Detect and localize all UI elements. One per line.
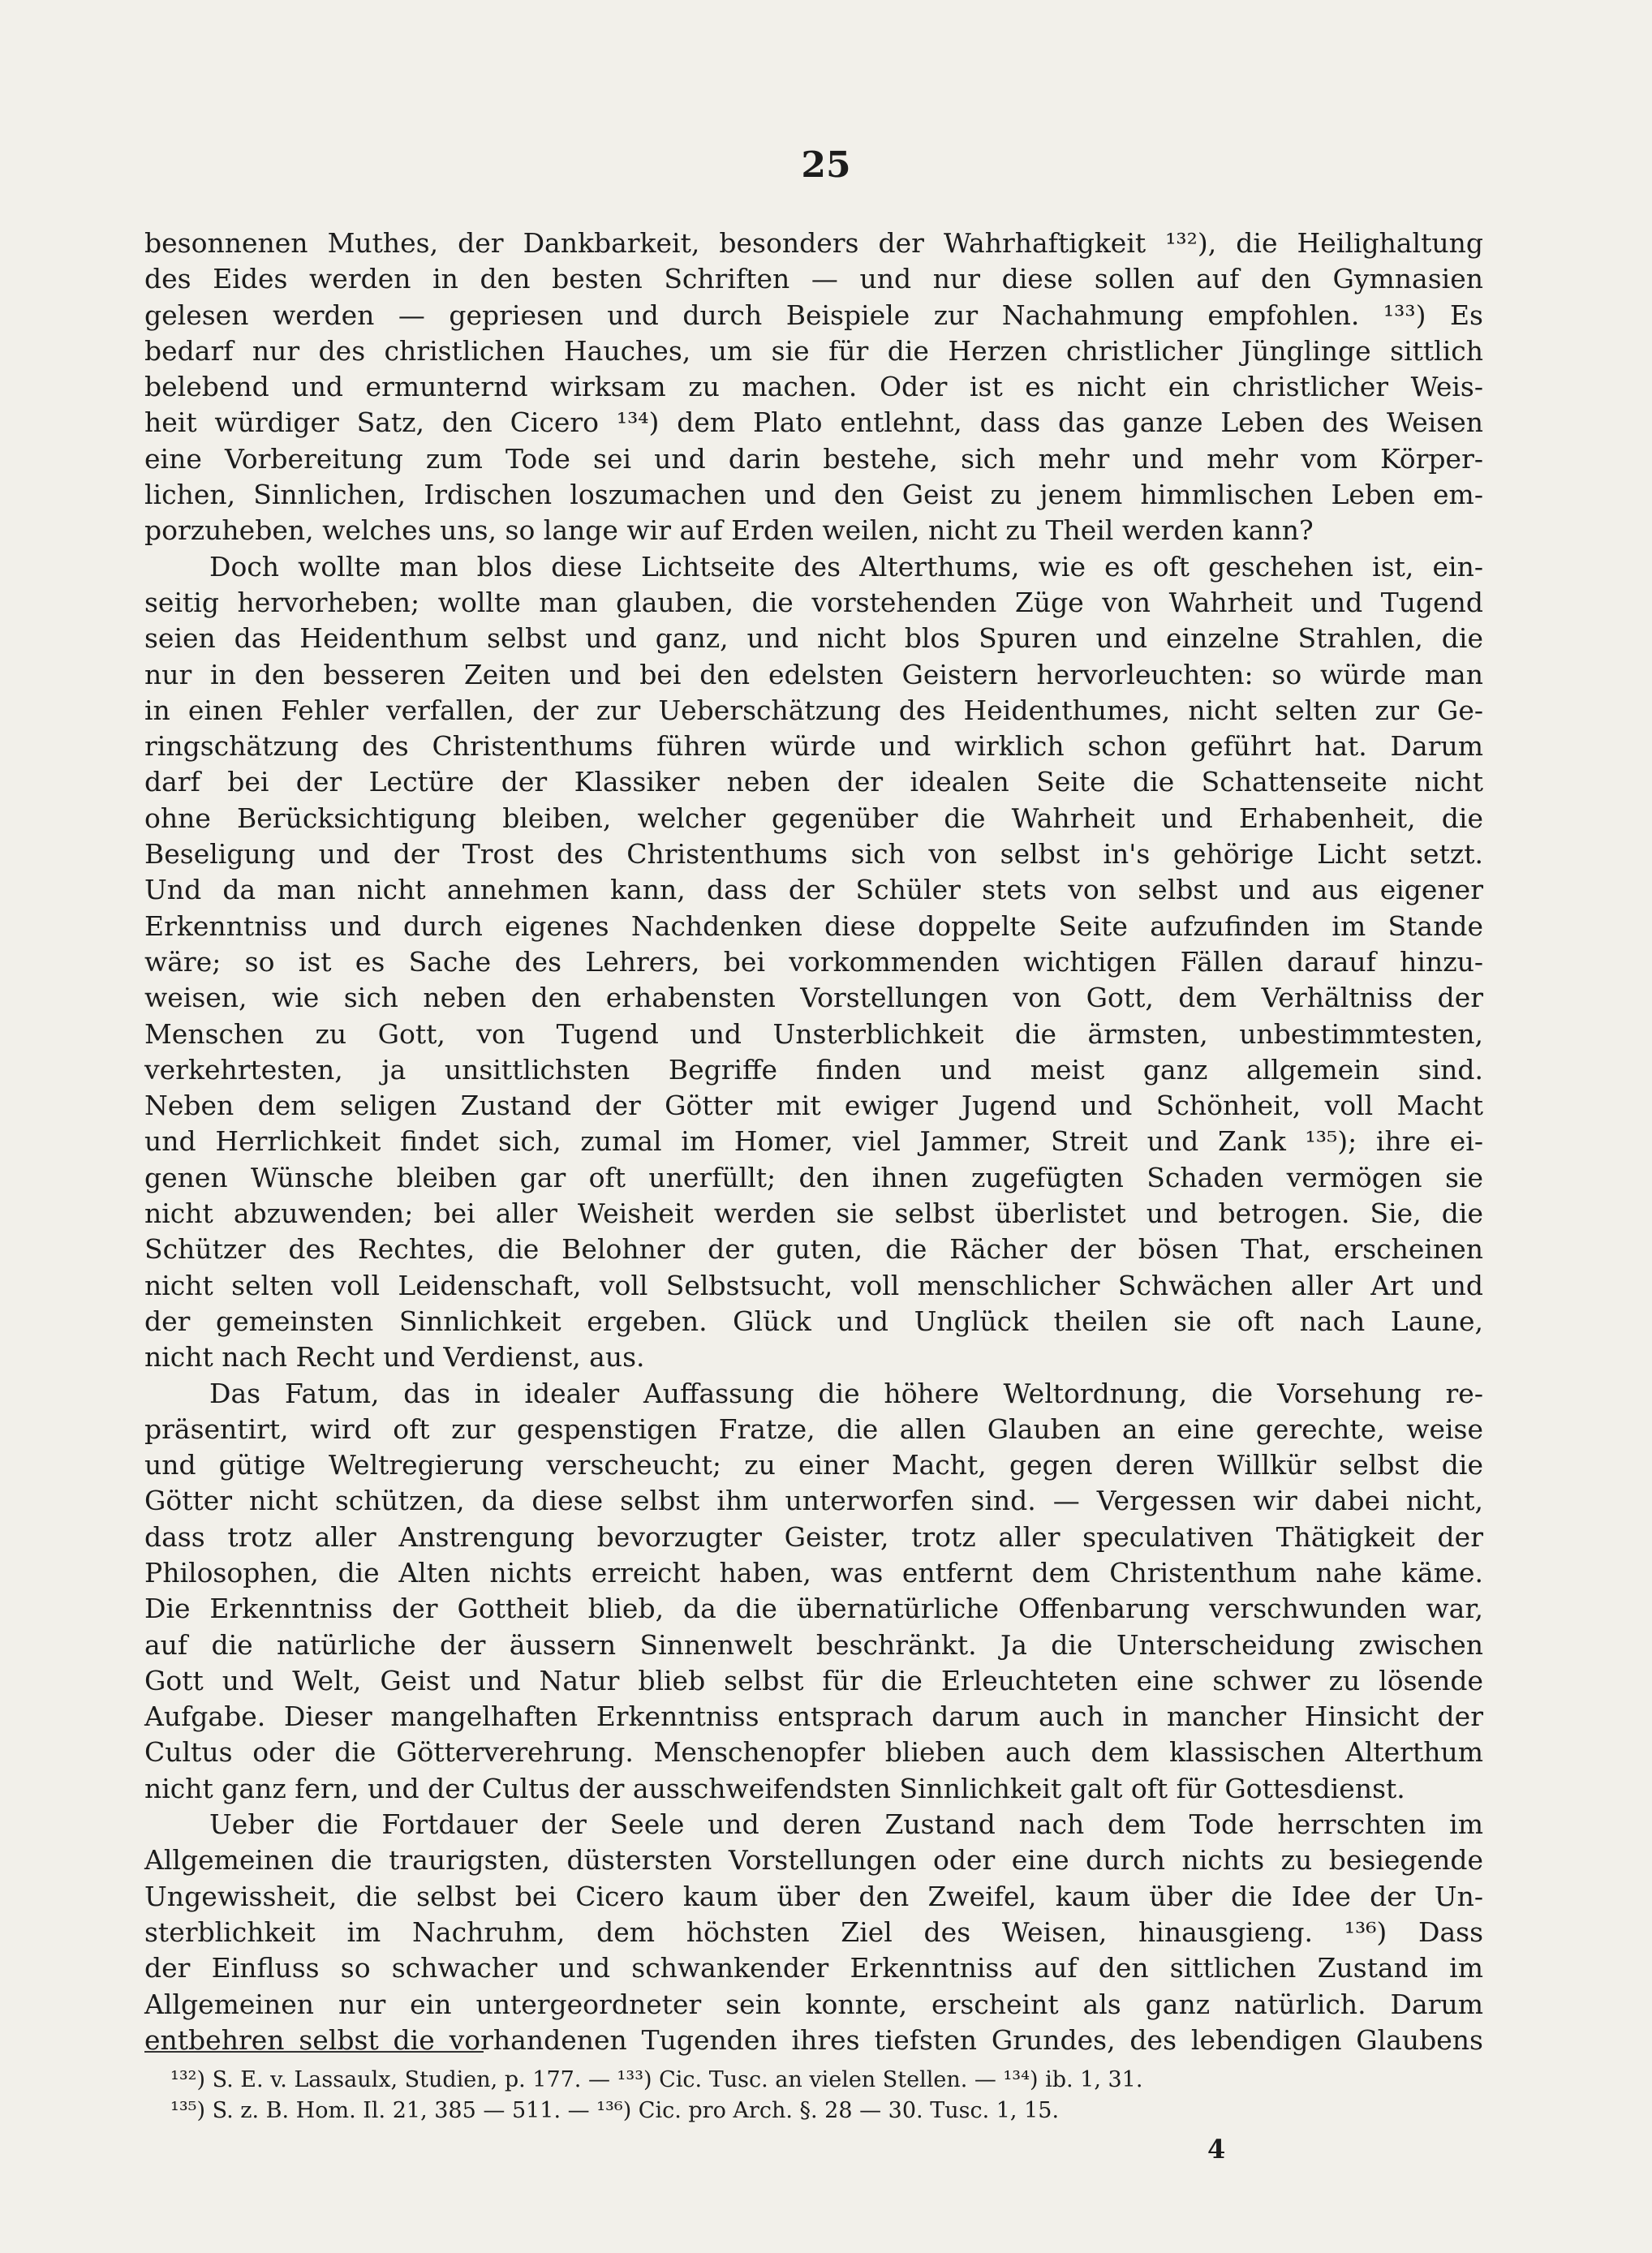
sheet-signature: 4 (1207, 2134, 1226, 2165)
text-line: sterblichkeit im Nachruhm, dem höchsten Ziel des Weisen, hinausgieng. ¹³⁶) Dass (144, 1915, 1483, 1948)
footnote-line: ¹³⁵) S. z. B. Hom. Il. 21, 385 — 511. — ¹³⁶) Cic. pro Arch. §. 28 — 30. Tusc. 1, 15. (170, 2098, 1060, 2123)
footnote-divider (144, 2051, 484, 2053)
text-line: und Herrlichkeit findet sich, zumal im Homer, viel Jammer, Streit und Zank ¹³⁵); ihre ei- (144, 1125, 1483, 1158)
text-line: seitig hervorheben; wollte man glauben, die vorstehenden Züge von Wahrheit und Tugend (144, 586, 1483, 618)
page-number: 25 (801, 144, 851, 186)
text-line: entbehren selbst die vorhandenen Tugenden ihres tiefsten Grundes, des lebendigen Glaubens (144, 2023, 1483, 2056)
text-line: seien das Heidenthum selbst und ganz, und nicht blos Spuren und einzelne Strahlen, die (144, 622, 1483, 655)
text-line: der gemeinsten Sinnlichkeit ergeben. Glück und Unglück theilen sie oft nach Laune, (144, 1305, 1483, 1337)
body-text (144, 226, 1483, 2058)
text-line: Ungewissheit, die selbst bei Cicero kaum über den Zweifel, kaum über die Idee der Un- (144, 1880, 1483, 1912)
text-line: Schützer des Rechtes, die Belohner der guten, die Rächer der bösen That, erscheinen (144, 1233, 1483, 1266)
footnotes (170, 2065, 1509, 2126)
text-line: in einen Fehler verfallen, der zur Ueberschätzung des Heidenthumes, nicht selten zur Ge- (144, 694, 1483, 726)
text-line: besonnenen Muthes, der Dankbarkeit, besonders der Wahrhaftigkeit ¹³²), die Heilighaltung (144, 227, 1483, 259)
text-line: Menschen zu Gott, von Tugend und Unsterblichkeit die ärmsten, unbestimmtesten, (144, 1017, 1483, 1050)
text-line: Aufgabe. Dieser mangelhaften Erkenntniss entsprach darum auch in mancher Hinsicht der (144, 1700, 1483, 1733)
text-line: weisen, wie sich neben den erhabensten Vorstellungen von Gott, dem Verhältniss der (144, 982, 1483, 1014)
text-line: Neben dem seligen Zustand der Götter mit ewiger Jugend und Schönheit, voll Macht (144, 1090, 1483, 1122)
text-line: ringschätzung des Christenthums führen würde und wirklich schon geführt hat. Darum (144, 730, 1483, 763)
text-line: darf bei der Lectüre der Klassiker neben der idealen Seite die Schattenseite nicht (144, 766, 1483, 798)
text-line: Philosophen, die Alten nichts erreicht haben, was entfernt dem Christenthum nahe käme. (144, 1556, 1483, 1589)
text-line: präsentirt, wird oft zur gespenstigen Fratze, die allen Glauben an eine gerechte, weise (144, 1412, 1483, 1445)
text-line: Beseligung und der Trost des Christenthums sich von selbst in's gehörige Licht setzt. (144, 838, 1483, 871)
text-line: nicht abzuwenden; bei aller Weisheit werden sie selbst überlistet und betrogen. Sie, die (144, 1197, 1483, 1230)
text-line: nicht ganz fern, und der Cultus der ausschweifendsten Sinnlichkeit galt oft für Gottesdienst. (144, 1772, 1405, 1804)
text-line: nicht selten voll Leidenschaft, voll Selbstsucht, voll menschlicher Schwächen aller Art und (144, 1269, 1483, 1301)
text-line: Cultus oder die Götterverehrung. Menschenopfer blieben auch dem klassischen Alterthum (144, 1736, 1483, 1769)
footnote-line: ¹³²) S. E. v. Lassaulx, Studien, p. 177. — ¹³³) Cic. Tusc. an vielen Stellen. — ¹³⁴) ib. 1, 31. (170, 2067, 1143, 2092)
text-line: Die Erkenntniss der Gottheit blieb, da die übernatürliche Offenbarung verschwunden war, (144, 1593, 1483, 1625)
text-line: Gott und Welt, Geist und Natur blieb selbst für die Erleuchteten eine schwer zu lösende (144, 1664, 1483, 1696)
text-line: lichen, Sinnlichen, Irdischen loszumachen und den Geist zu jenem himmlischen Leben em- (144, 479, 1483, 511)
text-line: der Einfluss so schwacher und schwankender Erkenntniss auf den sittlichen Zustand im (144, 1952, 1483, 1984)
text-line: dass trotz aller Anstrengung bevorzugter Geister, trotz aller speculativen Thätigkeit der (144, 1520, 1483, 1553)
text-line: auf die natürliche der äussern Sinnenwelt beschränkt. Ja die Unterscheidung zwischen (144, 1628, 1483, 1661)
text-line: bedarf nur des christlichen Hauches, um sie für die Herzen christlicher Jünglinge sittlich (144, 334, 1483, 367)
text-line: des Eides werden in den besten Schriften — und nur diese sollen auf den Gymnasien (144, 263, 1483, 295)
text-line: verkehrtesten, ja unsittlichsten Begriffe finden und meist ganz allgemein sind. (144, 1053, 1483, 1086)
text-line: Allgemeinen die traurigsten, düstersten Vorstellungen oder eine durch nichts zu besiegende (144, 1844, 1483, 1877)
text-line: Doch wollte man blos diese Lichtseite des Alterthums, wie es oft geschehen ist, ein- (209, 550, 1483, 583)
text-line: Allgemeinen nur ein untergeordneter sein konnte, erscheint als ganz natürlich. Darum (144, 1988, 1483, 2020)
text-line: gelesen werden — gepriesen und durch Beispiele zur Nachahmung empfohlen. ¹³³) Es (144, 299, 1483, 331)
text-line: belebend und ermunternd wirksam zu machen. Oder ist es nicht ein christlicher Weis- (144, 371, 1483, 403)
text-line: nicht nach Recht und Verdienst, aus. (144, 1341, 645, 1374)
text-line: Götter nicht schützen, da diese selbst ihm unterworfen sind. — Vergessen wir dabei nicht, (144, 1485, 1483, 1517)
text-line: eine Vorbereitung zum Tode sei und darin bestehe, sich mehr und mehr vom Körper- (144, 442, 1483, 475)
text-line: Das Fatum, das in idealer Auffassung die höhere Weltordnung, die Vorsehung re- (209, 1377, 1483, 1409)
text-line: genen Wünsche bleiben gar oft unerfüllt; den ihnen zugefügten Schaden vermögen sie (144, 1161, 1483, 1193)
text-line: und gütige Weltregierung verscheucht; zu einer Macht, gegen deren Willkür selbst die (144, 1449, 1483, 1481)
text-line: Ueber die Fortdauer der Seele und deren Zustand nach dem Tode herrschten im (209, 1808, 1483, 1841)
text-line: ohne Berücksichtigung bleiben, welcher gegenüber die Wahrheit und Erhabenheit, die (144, 802, 1483, 834)
text-line: wäre; so ist es Sache des Lehrers, bei vorkommenden wichtigen Fällen darauf hinzu- (144, 945, 1483, 978)
text-line: Erkenntniss und durch eigenes Nachdenken diese doppelte Seite aufzufinden im Stande (144, 909, 1483, 942)
text-line: Und da man nicht annehmen kann, dass der Schüler stets von selbst und aus eigener (144, 874, 1483, 906)
text-line: porzuheben, welches uns, so lange wir auf Erden weilen, nicht zu Theil werden kann? (144, 514, 1314, 547)
text-line: nur in den besseren Zeiten und bei den edelsten Geistern hervorleuchten: so würde man (144, 658, 1483, 690)
text-line: heit würdiger Satz, den Cicero ¹³⁴) dem Plato entlehnt, dass das ganze Leben des Weisen (144, 406, 1483, 439)
